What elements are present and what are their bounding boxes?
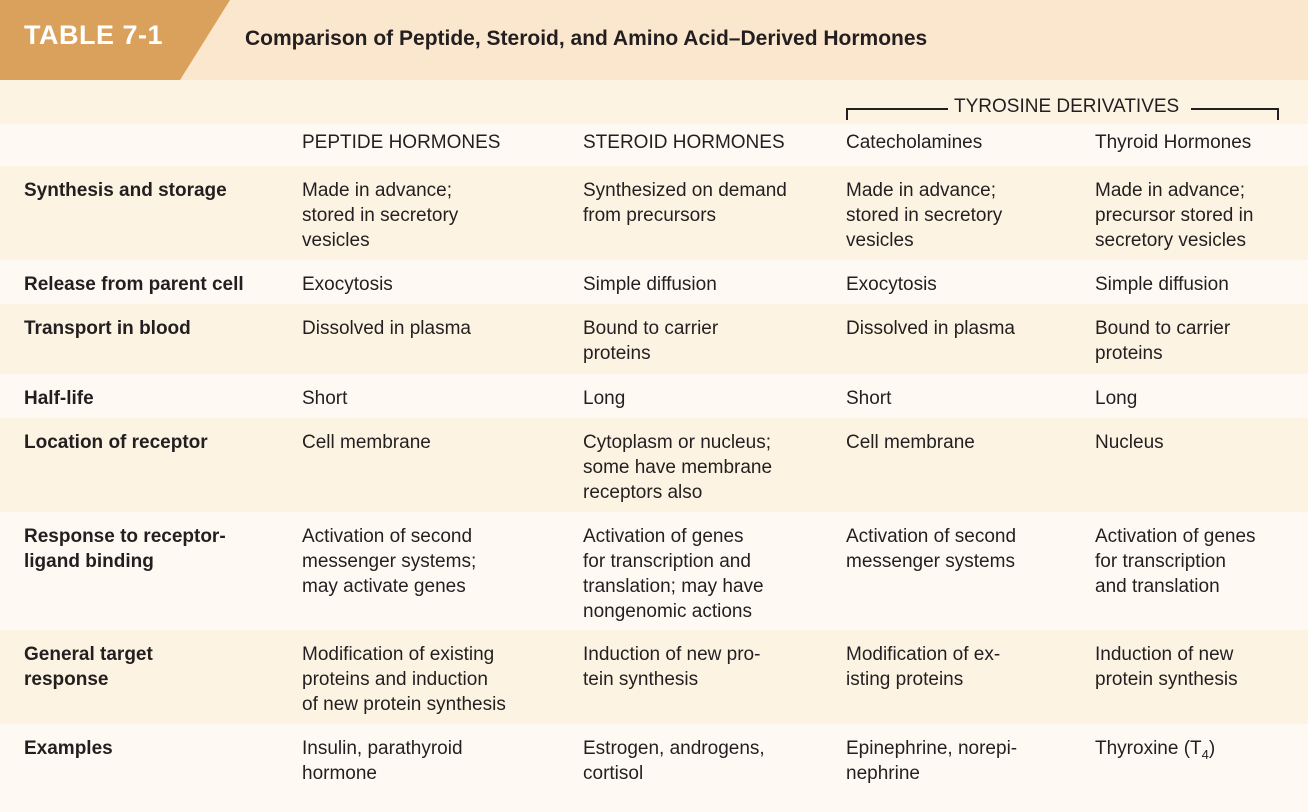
table-row [0, 630, 1308, 724]
column-header-thyroid: Thyroid Hormones [1095, 132, 1252, 153]
tyrosine-group-bracket [846, 96, 1279, 122]
table-cell: Simple diffusion [583, 274, 717, 295]
table-row [0, 724, 1308, 812]
table-cell-thyroxine [1095, 736, 1295, 767]
table-row [0, 418, 1308, 512]
table-cell: Bound to carrier proteins [1095, 318, 1231, 364]
table-cell: Exocytosis [846, 274, 937, 295]
table-row [0, 374, 1308, 418]
row-label: Release from parent cell [24, 274, 244, 295]
table-header-bar [0, 0, 1308, 80]
table-cell: Long [1095, 388, 1138, 409]
table-row [0, 512, 1308, 630]
table-cell: Activation of second messenger systems; may activate genes [302, 526, 477, 597]
table-row [0, 166, 1308, 260]
table-number: TABLE 7-1 [24, 20, 164, 50]
table-cell: Activation of genes for transcription and translation [1095, 526, 1256, 597]
row-label: Examples [24, 738, 113, 759]
row-label: Half-life [24, 388, 94, 409]
bracket-line-right [1191, 108, 1279, 110]
table-cell: Long [583, 388, 626, 409]
table-cell: Made in advance; stored in secretory vesicles [302, 180, 459, 251]
table-cell: Dissolved in plasma [846, 318, 1015, 339]
table-cell: Cell membrane [302, 432, 431, 453]
table-cell: Insulin, parathyroid hormone [302, 738, 463, 784]
table-cell: Exocytosis [302, 274, 393, 295]
table-cell: Short [302, 388, 348, 409]
column-header-steroid: STEROID HORMONES [583, 132, 785, 153]
table-cell: Induction of new pro- tein synthesis [583, 644, 761, 690]
table-cell: Nucleus [1095, 432, 1164, 453]
table-cell: Made in advance; precursor stored in secretory vesicles [1095, 180, 1254, 251]
table-cell: Short [846, 388, 892, 409]
table-cell: Modification of existing proteins and induction of new protein synthesis [302, 644, 506, 715]
table-cell: Synthesized on demand from precursors [583, 180, 787, 226]
table-cell: Activation of genes for transcription and translation; may have nongenomic actions [583, 526, 764, 622]
row-label: Synthesis and storage [24, 180, 227, 201]
table-cell: Cell membrane [846, 432, 975, 453]
bracket-tick-left [846, 108, 848, 120]
row-label: General target response [24, 644, 153, 690]
table-cell: Cytoplasm or nucleus; some have membrane receptors also [583, 432, 773, 503]
thyroxine-text: Thyroxine (T [1095, 738, 1202, 759]
column-header-peptide: PEPTIDE HORMONES [302, 132, 501, 153]
row-label: Transport in blood [24, 318, 191, 339]
row-label: Location of receptor [24, 432, 208, 453]
table-cell: Made in advance; stored in secretory vesicles [846, 180, 1003, 251]
table-cell: Dissolved in plasma [302, 318, 471, 339]
table-cell: Epinephrine, norepi- nephrine [846, 738, 1018, 784]
table-cell: Induction of new protein synthesis [1095, 644, 1238, 690]
group-label: TYROSINE DERIVATIVES [954, 96, 1180, 117]
table-row [0, 260, 1308, 304]
table-cell: Simple diffusion [1095, 274, 1229, 295]
thyroxine-close-paren: ) [1208, 738, 1216, 759]
table-cell: Activation of second messenger systems [846, 526, 1017, 572]
thyroxine-subscript: 4 [1201, 746, 1209, 762]
table-cell: Modification of ex- isting proteins [846, 644, 1001, 690]
table-title: Comparison of Peptide, Steroid, and Amino Acid–Derived Hormones [245, 27, 928, 50]
column-header-catecholamines: Catecholamines [846, 132, 983, 153]
table-row [0, 304, 1308, 374]
bracket-line-left [846, 108, 948, 110]
table-cell: Estrogen, androgens, cortisol [583, 738, 765, 784]
row-label: Response to receptor- ligand binding [24, 526, 226, 572]
bracket-tick-right [1277, 108, 1279, 120]
table-cell: Bound to carrier proteins [583, 318, 719, 364]
